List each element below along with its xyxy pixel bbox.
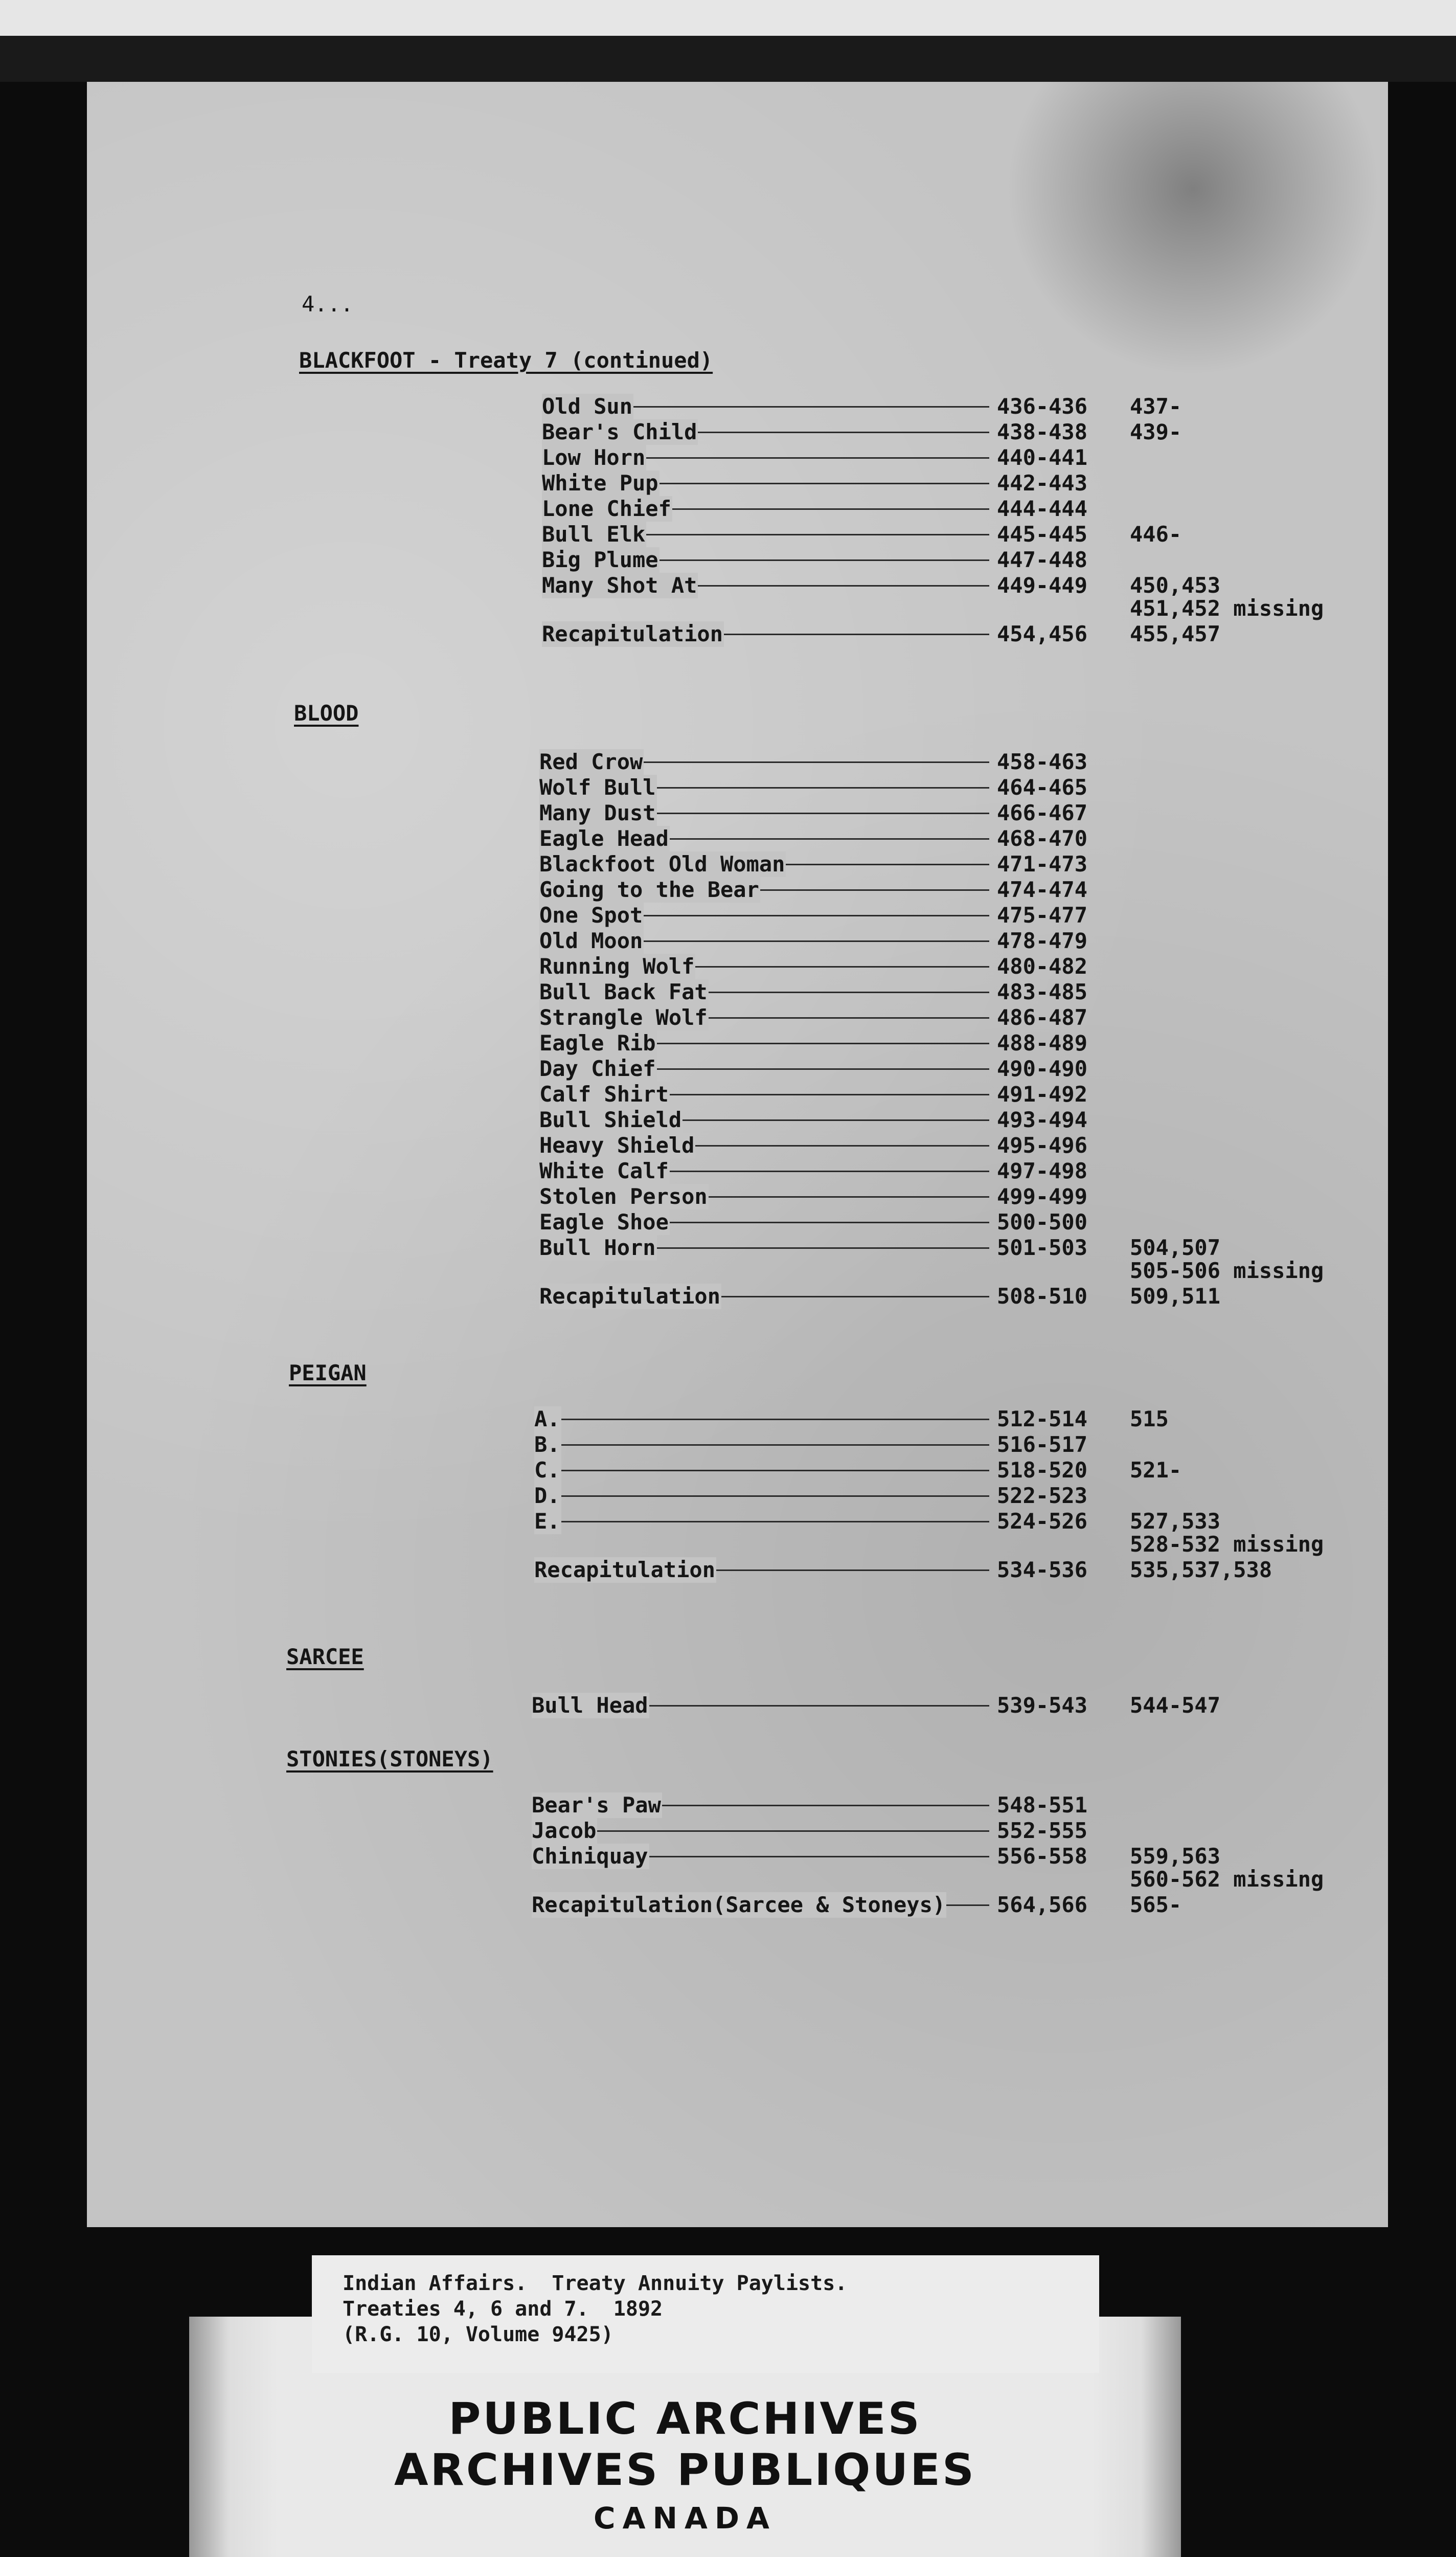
list-item: [87, 775, 1388, 800]
entry-range: 539-543: [997, 1693, 1088, 1718]
entry-name: White Pup: [542, 470, 658, 496]
label-line-2: Treaties 4, 6 and 7. 1892: [343, 2297, 663, 2321]
entry-name: C.: [534, 1457, 560, 1483]
entry-name: Old Sun: [542, 394, 633, 419]
entry-name: Stolen Person: [539, 1184, 708, 1209]
entry-range: 468-470: [997, 826, 1088, 851]
entry-range: 474-474: [997, 877, 1088, 902]
list-item: [87, 621, 1388, 647]
entry-name: Bull Shield: [539, 1107, 682, 1132]
entry-name: Low Horn: [542, 445, 646, 470]
entry-range: 454,456: [997, 621, 1088, 646]
entry-extra: 439-: [1130, 419, 1182, 444]
missing-note: 560-562 missing: [1130, 1867, 1324, 1892]
entry-name: Calf Shirt: [539, 1082, 669, 1107]
missing-note: 528-532 missing: [1130, 1532, 1324, 1557]
missing-note: 451,452 missing: [1130, 596, 1324, 621]
entry-range: 483-485: [997, 979, 1088, 1004]
list-item: [87, 1030, 1388, 1056]
label-text: [343, 2271, 847, 2347]
film-edge: [0, 36, 1456, 82]
entry-name: A.: [534, 1406, 560, 1431]
list-item: [87, 826, 1388, 851]
entry-name: Eagle Head: [539, 826, 669, 851]
entry-range: 466-467: [997, 800, 1088, 825]
entry-range: 478-479: [997, 928, 1088, 953]
entry-extra: 515: [1130, 1406, 1169, 1431]
leader-line: [544, 1495, 989, 1497]
entry-extra: 437-: [1130, 394, 1182, 419]
entry-extra: 565-: [1130, 1892, 1182, 1917]
entry-name: Day Chief: [539, 1056, 656, 1081]
entry-name: Big Plume: [542, 547, 658, 572]
list-item: [87, 979, 1388, 1005]
list-item: [87, 1005, 1388, 1030]
section-heading: BLACKFOOT - Treaty 7 (continued): [299, 348, 713, 373]
entry-name: One Spot: [539, 903, 643, 928]
entry-range: 495-496: [997, 1133, 1088, 1158]
list-item: [87, 1892, 1388, 1918]
list-item: [87, 1457, 1388, 1483]
entry-name: Bull Back Fat: [539, 979, 708, 1004]
entry-range: 449-449: [997, 573, 1088, 598]
section-heading: BLOOD: [294, 701, 359, 726]
entry-extra: 527,533: [1130, 1509, 1221, 1534]
entry-extra: 535,537,538: [1130, 1557, 1272, 1582]
entry-extra: 509,511: [1130, 1284, 1221, 1309]
entry-range: 491-492: [997, 1082, 1088, 1107]
entry-range: 444-444: [997, 496, 1088, 521]
film-top-strip: [0, 0, 1456, 36]
entry-extra: 455,457: [1130, 621, 1221, 646]
list-item: [87, 1509, 1388, 1534]
entry-name: Bull Horn: [539, 1235, 656, 1260]
entry-range: 522-523: [997, 1483, 1088, 1508]
entry-range: 475-477: [997, 903, 1088, 928]
entry-range: 438-438: [997, 419, 1088, 444]
entry-extra: 521-: [1130, 1457, 1182, 1483]
entry-range: 508-510: [997, 1284, 1088, 1309]
entry-range: 499-499: [997, 1184, 1088, 1209]
missing-note: 505-506 missing: [1130, 1258, 1324, 1283]
list-item: [87, 1133, 1388, 1158]
leader-line: [544, 1521, 989, 1522]
list-item: [87, 1209, 1388, 1235]
entry-range: 480-482: [997, 954, 1088, 979]
entry-name: Chiniquay: [532, 1844, 648, 1869]
entry-name: Going to the Bear: [539, 877, 759, 902]
list-item: [87, 1107, 1388, 1133]
entry-range: 500-500: [997, 1209, 1088, 1235]
entry-name: Red Crow: [539, 749, 643, 774]
entry-range: 490-490: [997, 1056, 1088, 1081]
entry-range: 516-517: [997, 1432, 1088, 1457]
entry-name: Recapitulation: [539, 1284, 721, 1309]
entry-name: Lone Chief: [542, 496, 671, 521]
list-item: [87, 903, 1388, 928]
list-item: [87, 1235, 1388, 1261]
list-item: [87, 928, 1388, 954]
entry-name: D.: [534, 1483, 560, 1508]
entry-name: Bull Elk: [542, 522, 646, 547]
entry-extra: 450,453: [1130, 573, 1221, 598]
section-heading: STONIES(STONEYS): [286, 1746, 493, 1771]
entry-name: Recapitulation: [534, 1557, 716, 1582]
entry-name: E.: [534, 1509, 560, 1534]
document-page: [87, 82, 1388, 2227]
list-item: [87, 1693, 1388, 1718]
list-item: [87, 1184, 1388, 1209]
entry-extra: 544-547: [1130, 1693, 1221, 1718]
entry-extra: 504,507: [1130, 1235, 1221, 1260]
list-item: [87, 1557, 1388, 1583]
entry-range: 493-494: [997, 1107, 1088, 1132]
entry-range: 564,566: [997, 1892, 1088, 1917]
entry-name: Jacob: [532, 1818, 597, 1843]
entry-range: 442-443: [997, 470, 1088, 496]
entry-range: 548-551: [997, 1792, 1088, 1818]
list-item: [87, 1158, 1388, 1184]
entry-range: 486-487: [997, 1005, 1088, 1030]
entry-name: Strangle Wolf: [539, 1005, 708, 1030]
leader-line: [544, 1419, 989, 1420]
list-item: [87, 1792, 1388, 1818]
entry-name: B.: [534, 1432, 560, 1457]
leader-line: [544, 1444, 989, 1446]
list-item: [87, 1818, 1388, 1844]
entry-name: Running Wolf: [539, 954, 695, 979]
entry-name: Blackfoot Old Woman: [539, 851, 785, 877]
entry-range: 464-465: [997, 775, 1088, 800]
stamp-line-2: ARCHIVES PUBLIQUES: [394, 2444, 976, 2496]
entry-range: 440-441: [997, 445, 1088, 470]
entry-name: Recapitulation(Sarcee & Stoneys): [532, 1892, 946, 1917]
list-item: [87, 1056, 1388, 1082]
section-heading: SARCEE: [286, 1644, 364, 1669]
list-item: [87, 419, 1388, 445]
list-item: [87, 749, 1388, 775]
entry-range: 445-445: [997, 522, 1088, 547]
list-item: [87, 470, 1388, 496]
list-item: [87, 1483, 1388, 1509]
entry-range: 556-558: [997, 1844, 1088, 1869]
list-item: [87, 1432, 1388, 1457]
stamp-line-3: CANADA: [594, 2501, 777, 2536]
entry-name: Bear's Paw: [532, 1792, 661, 1818]
entry-range: 488-489: [997, 1030, 1088, 1056]
list-item: [87, 1406, 1388, 1432]
entry-name: White Calf: [539, 1158, 669, 1183]
entry-range: 497-498: [997, 1158, 1088, 1183]
entry-name: Eagle Shoe: [539, 1209, 669, 1235]
entry-range: 458-463: [997, 749, 1088, 774]
list-item: [87, 522, 1388, 547]
entry-range: 518-520: [997, 1457, 1088, 1483]
entry-name: Many Dust: [539, 800, 656, 825]
list-item: [87, 445, 1388, 470]
entry-name: Wolf Bull: [539, 775, 656, 800]
entry-range: 501-503: [997, 1235, 1088, 1260]
label-line-1: Indian Affairs. Treaty Annuity Paylists.: [343, 2272, 848, 2295]
entry-range: 471-473: [997, 851, 1088, 877]
entry-range: 534-536: [997, 1557, 1088, 1582]
entry-range: 552-555: [997, 1818, 1088, 1843]
entry-name: Bear's Child: [542, 419, 697, 444]
leader-line: [542, 1830, 989, 1832]
leader-line: [544, 1470, 989, 1471]
list-item: [87, 1082, 1388, 1107]
list-item: [87, 394, 1388, 419]
label-line-3: (R.G. 10, Volume 9425): [343, 2323, 613, 2346]
list-item: [87, 573, 1388, 598]
stamp-line-1: PUBLIC ARCHIVES: [448, 2393, 922, 2444]
entry-extra: 446-: [1130, 522, 1182, 547]
entry-name: Recapitulation: [542, 621, 723, 646]
entry-range: 512-514: [997, 1406, 1088, 1431]
archive-label: [312, 2255, 1099, 2373]
entry-name: Eagle Rib: [539, 1030, 656, 1056]
entry-name: Bull Head: [532, 1693, 648, 1718]
entry-name: Heavy Shield: [539, 1133, 695, 1158]
list-item: [87, 851, 1388, 877]
list-item: [87, 1284, 1388, 1309]
entry-extra: 559,563: [1130, 1844, 1221, 1869]
entry-range: 524-526: [997, 1509, 1088, 1534]
entry-name: Old Moon: [539, 928, 643, 953]
list-item: [87, 877, 1388, 903]
list-item: [87, 1844, 1388, 1869]
page-number: 4...: [302, 291, 354, 317]
list-item: [87, 496, 1388, 522]
list-item: [87, 800, 1388, 826]
list-item: [87, 954, 1388, 979]
entry-name: Many Shot At: [542, 573, 697, 598]
section-heading: PEIGAN: [289, 1360, 367, 1385]
entry-range: 447-448: [997, 547, 1088, 572]
entry-range: 436-436: [997, 394, 1088, 419]
list-item: [87, 547, 1388, 573]
